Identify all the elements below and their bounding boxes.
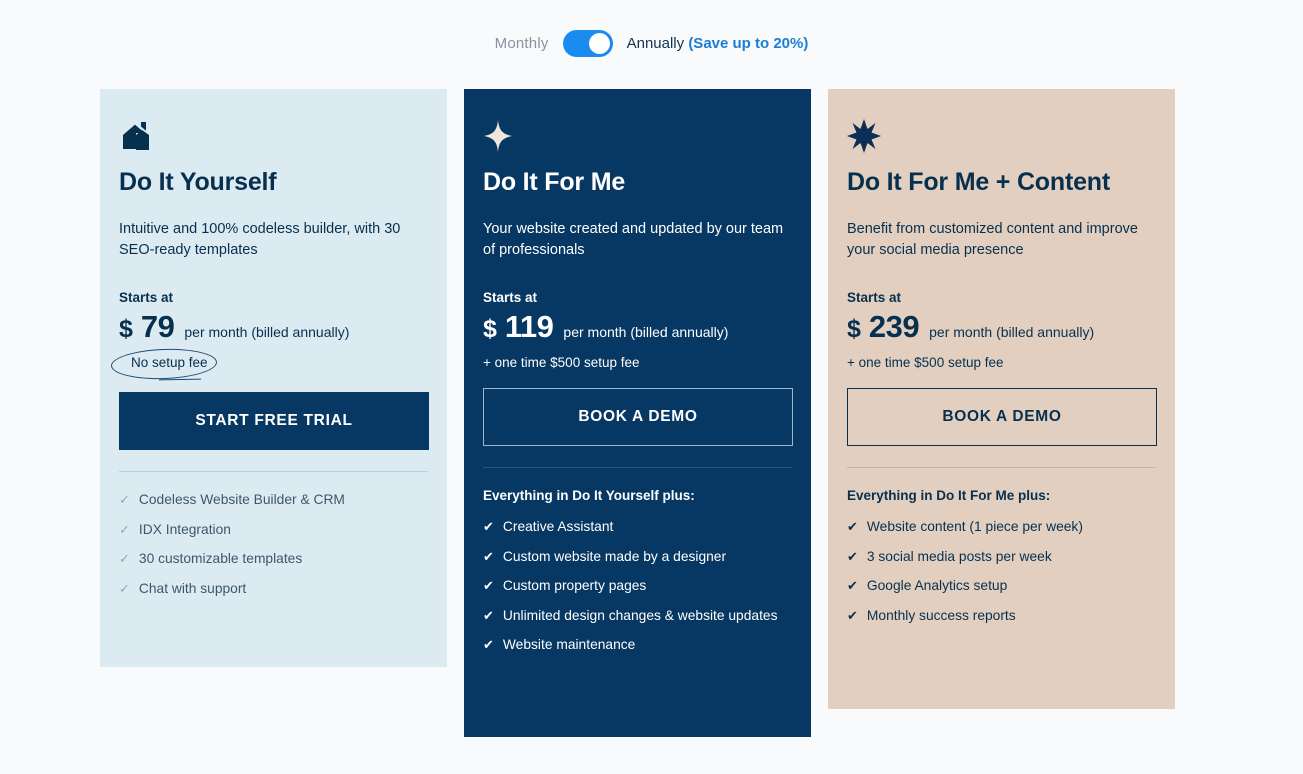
check-icon: ✓ [119,521,130,537]
plan-card-do-it-yourself [100,89,447,667]
feature-label: Unlimited design changes & website updates [502,607,778,623]
switch-knob [589,33,610,54]
feature-item [119,581,428,597]
check-icon: ✔ [847,607,858,623]
price-row [483,309,792,345]
billing-monthly-label[interactable]: Monthly [494,35,549,52]
feature-item [119,492,428,508]
feature-label: IDX Integration [138,521,231,537]
feature-item [483,549,792,565]
features-heading: Everything in Do It Yourself plus: [483,488,695,503]
check-icon: ✔ [483,637,494,653]
feature-item [847,608,1156,624]
billing-annually-label[interactable] [627,35,809,52]
features-list [828,468,1175,623]
feature-item [483,578,792,594]
feature-label: Custom website made by a designer [502,548,727,564]
plan-title: Do It Yourself [119,168,277,196]
book-a-demo-button[interactable]: BOOK A DEMO [483,388,793,446]
feature-item [847,519,1156,535]
feature-label: Codeless Website Builder & CRM [138,492,345,507]
check-icon: ✔ [847,578,858,594]
features-list [100,472,447,596]
pricing-cards [0,89,1303,749]
check-icon: ✔ [483,548,494,564]
price-suffix: per month (billed annually) [184,324,350,340]
feature-label: Monthly success reports [866,607,1016,623]
house-icon [119,119,428,159]
price-row [847,309,1156,345]
sparkle-icon [483,119,792,159]
check-icon: ✔ [483,519,494,534]
feature-label: Website maintenance [502,637,636,653]
billing-period-switch[interactable] [563,30,613,57]
price-currency: $ [119,315,133,343]
feature-label: Custom property pages [502,578,647,594]
plan-title-plus: + Content [995,168,1110,196]
starts-at-label: Starts at [847,290,902,305]
price-value: 239 [868,309,920,344]
price-row [119,309,428,345]
plan-description: Intuitive and 100% codeless builder, with 30 SEO-ready templates [119,220,401,259]
billing-annually-text: Annually [626,35,685,52]
check-icon: ✔ [847,519,858,534]
check-icon: ✓ [119,580,130,596]
no-setup-fee-label: No setup fee [131,355,208,370]
feature-item [483,637,792,653]
plan-card-do-it-for-me [464,89,811,737]
feature-label: Google Analytics setup [866,578,1008,594]
feature-label: Creative Assistant [502,519,614,534]
setup-fee-note: + one time $500 setup fee [847,355,1004,370]
feature-label: Chat with support [138,580,247,596]
feature-item [483,608,792,624]
feature-item [119,522,428,538]
price-suffix: per month (billed annually) [929,324,1095,340]
underline-annotation [159,379,201,381]
price-suffix: per month (billed annually) [563,324,729,340]
feature-item [847,549,1156,565]
features-list [464,468,811,653]
check-icon: ✓ [119,551,130,567]
setup-fee-note: + one time $500 setup fee [483,355,640,370]
feature-label: Website content (1 piece per week) [866,519,1083,534]
feature-label: 30 customizable templates [138,551,303,567]
starburst-icon [847,119,1156,159]
starts-at-label: Starts at [119,290,174,305]
plan-title [847,169,1156,197]
price-value: 119 [504,309,554,344]
price-currency: $ [483,315,497,343]
plan-description: Benefit from customized content and improve your social media presence [847,220,1138,259]
billing-toggle-row [0,30,1303,57]
plan-description: Your website created and updated by our team of professionals [483,220,784,259]
check-icon: ✔ [847,548,858,564]
check-icon: ✔ [483,578,494,594]
plan-title: Do It For Me [483,168,626,196]
price-value: 79 [140,309,175,344]
plan-title-main: Do It For Me [847,168,990,196]
feature-item [119,551,428,567]
billing-save-link[interactable]: (Save up to 20%) [688,35,809,52]
check-icon: ✓ [119,492,130,507]
no-setup-fee-badge [119,351,220,374]
features-heading: Everything in Do It For Me plus: [847,488,1051,503]
price-currency: $ [847,315,861,343]
check-icon: ✔ [483,607,494,623]
plan-card-do-it-for-me-content [828,89,1175,709]
feature-item [847,578,1156,594]
starts-at-label: Starts at [483,290,538,305]
feature-item [483,519,792,535]
book-a-demo-button[interactable]: BOOK A DEMO [847,388,1157,446]
start-free-trial-button[interactable]: START FREE TRIAL [119,392,429,450]
feature-label: 3 social media posts per week [866,548,1052,564]
